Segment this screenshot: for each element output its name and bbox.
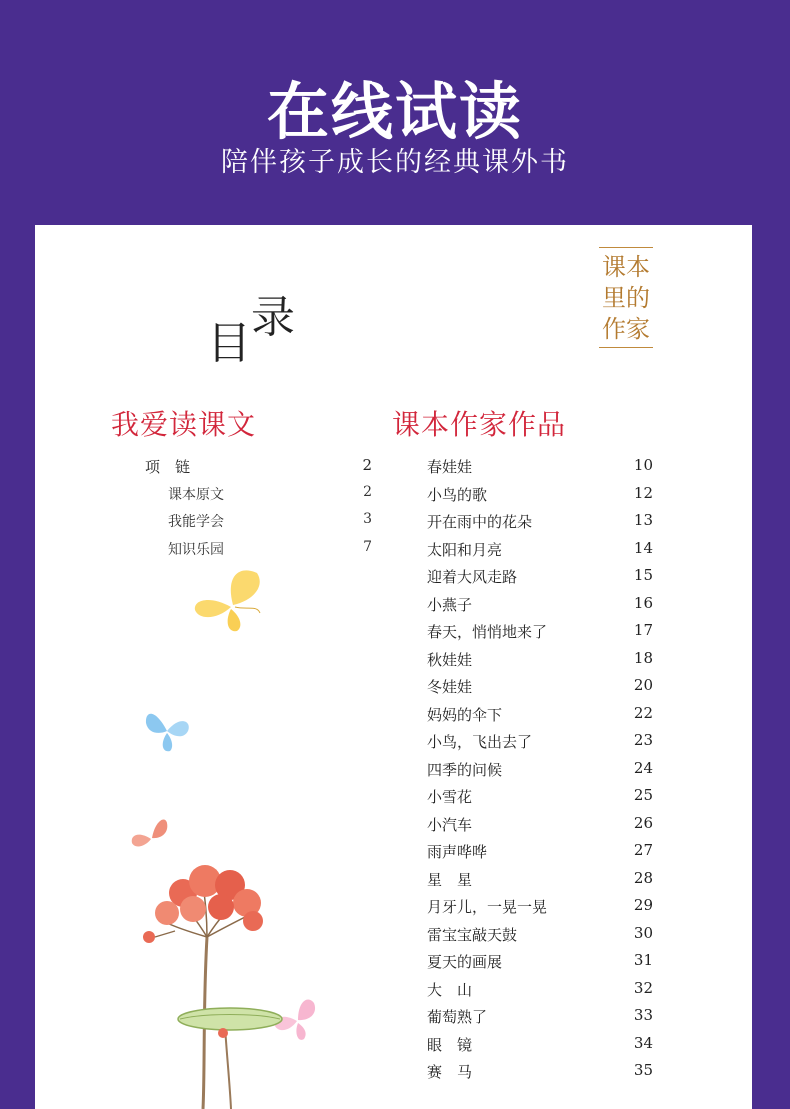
toc-entry-label: 雷宝宝敲天鼓 <box>427 925 518 944</box>
yellow-butterfly-icon <box>185 565 275 635</box>
toc-entry-label: 葡萄熟了 <box>427 1008 488 1026</box>
toc-entry-page: 31 <box>633 951 653 969</box>
toc-entry-label: 月牙儿，一晃一晃 <box>427 898 548 916</box>
toc-entry[interactable] <box>427 1006 653 1026</box>
toc-entry-label: 我能学会 <box>168 514 224 530</box>
toc-entry-page: 14 <box>633 538 653 557</box>
toc-entry-page: 29 <box>633 896 653 914</box>
toc-entry[interactable] <box>427 676 653 696</box>
toc-entry-label: 夏天的画展 <box>427 953 503 971</box>
toc-entry-label: 眼 镜 <box>427 1035 473 1054</box>
toc-entry-label: 春天，悄悄地来了 <box>427 623 548 641</box>
toc-entry-page: 26 <box>633 813 653 832</box>
toc-entry-page: 13 <box>633 511 653 529</box>
toc-entry-label: 春娃娃 <box>427 458 473 476</box>
toc-entry[interactable] <box>427 539 653 559</box>
toc-entry-label: 项 链 <box>145 458 191 476</box>
toc-entry-label: 小鸟的歌 <box>427 485 488 504</box>
toc-entry[interactable] <box>427 621 653 641</box>
toc-entry[interactable] <box>427 869 653 889</box>
toc-entry-page: 3 <box>363 511 372 527</box>
toc-entry[interactable] <box>427 484 653 504</box>
toc-entry[interactable] <box>168 484 372 504</box>
left-section-title: 我爱读课文 <box>111 408 257 441</box>
toc-entry-label: 大 山 <box>427 980 473 999</box>
toc-entry[interactable] <box>427 731 653 751</box>
toc-entry[interactable] <box>427 566 653 586</box>
toc-heading-lu: 录 <box>251 292 295 343</box>
toc-entry[interactable] <box>427 759 653 779</box>
toc-entry-page: 23 <box>633 731 653 749</box>
toc-entry-page: 15 <box>633 566 653 584</box>
toc-entry-page: 17 <box>633 621 653 639</box>
toc-entry[interactable] <box>427 924 653 944</box>
toc-entry-page: 28 <box>633 868 653 887</box>
toc-entry-label: 赛 马 <box>427 1063 473 1081</box>
toc-entry-page: 7 <box>363 539 372 555</box>
toc-entry-page: 34 <box>633 1033 653 1052</box>
toc-entry-label: 开在雨中的花朵 <box>427 513 533 531</box>
toc-entry-page: 30 <box>633 923 653 942</box>
toc-entry-label: 妈妈的伞下 <box>427 705 503 724</box>
series-tag-line: 里的 <box>602 284 650 312</box>
toc-entry[interactable] <box>145 456 372 476</box>
toc-entry[interactable] <box>427 786 653 806</box>
toc-entry-page: 2 <box>362 456 372 474</box>
banner-subtitle: 陪伴孩子成长的经典课外书 <box>221 147 569 178</box>
toc-entry[interactable] <box>427 594 653 614</box>
toc-entry[interactable] <box>427 1061 653 1081</box>
toc-entry-label: 雨声哗哗 <box>427 843 488 861</box>
toc-entry[interactable] <box>427 1034 653 1054</box>
toc-entry-label: 四季的问候 <box>427 760 503 779</box>
toc-entry[interactable] <box>427 979 653 999</box>
toc-entry-label: 知识乐园 <box>168 542 224 558</box>
toc-entry-page: 22 <box>633 703 653 722</box>
toc-entry-page: 35 <box>633 1061 653 1079</box>
toc-entry-label: 小雪花 <box>427 788 473 806</box>
toc-entry[interactable] <box>168 511 372 531</box>
toc-entry-page: 24 <box>633 758 653 777</box>
toc-entry-page: 18 <box>633 648 653 667</box>
toc-entry-label: 秋娃娃 <box>427 650 473 669</box>
toc-entry-page: 16 <box>633 593 653 612</box>
series-tag-line: 课本 <box>602 253 650 281</box>
toc-entry-label: 课本原文 <box>168 487 224 503</box>
toc-entry[interactable] <box>427 511 653 531</box>
toc-entry[interactable] <box>427 704 653 724</box>
toc-entry-page: 32 <box>633 978 653 997</box>
toc-entry[interactable] <box>427 896 653 916</box>
toc-entry-page: 27 <box>633 841 653 859</box>
toc-entry-label: 冬娃娃 <box>427 678 473 696</box>
blue-butterfly-icon <box>140 703 195 758</box>
toc-entry-label: 小汽车 <box>427 815 473 834</box>
toc-entry[interactable] <box>427 456 653 476</box>
toc-entry-page: 12 <box>633 483 653 502</box>
toc-entry-label: 太阳和月亮 <box>427 540 503 559</box>
banner-title: 在线试读 <box>266 75 523 148</box>
toc-entry[interactable] <box>427 649 653 669</box>
toc-entry[interactable] <box>427 841 653 861</box>
book-page <box>35 225 752 1109</box>
toc-entry[interactable] <box>427 951 653 971</box>
series-tag <box>599 247 653 348</box>
toc-entry[interactable] <box>168 539 372 559</box>
toc-entry-page: 25 <box>633 786 653 804</box>
toc-entry[interactable] <box>427 814 653 834</box>
toc-heading-mu: 目 <box>207 318 251 369</box>
toc-entry-label: 迎着大风走路 <box>427 568 518 586</box>
geranium-flower-illustration <box>135 837 315 1109</box>
series-tag-line: 作家 <box>602 315 650 343</box>
toc-entry-page: 10 <box>633 456 653 474</box>
toc-entry-page: 33 <box>633 1006 653 1024</box>
right-section-title: 课本作家作品 <box>392 408 567 441</box>
toc-entry-label: 小鸟，飞出去了 <box>427 733 533 751</box>
toc-entry-label: 小燕子 <box>427 595 473 614</box>
toc-entry-page: 20 <box>633 676 653 694</box>
toc-entry-page: 2 <box>363 484 372 500</box>
toc-entry-label: 星 星 <box>427 870 473 889</box>
